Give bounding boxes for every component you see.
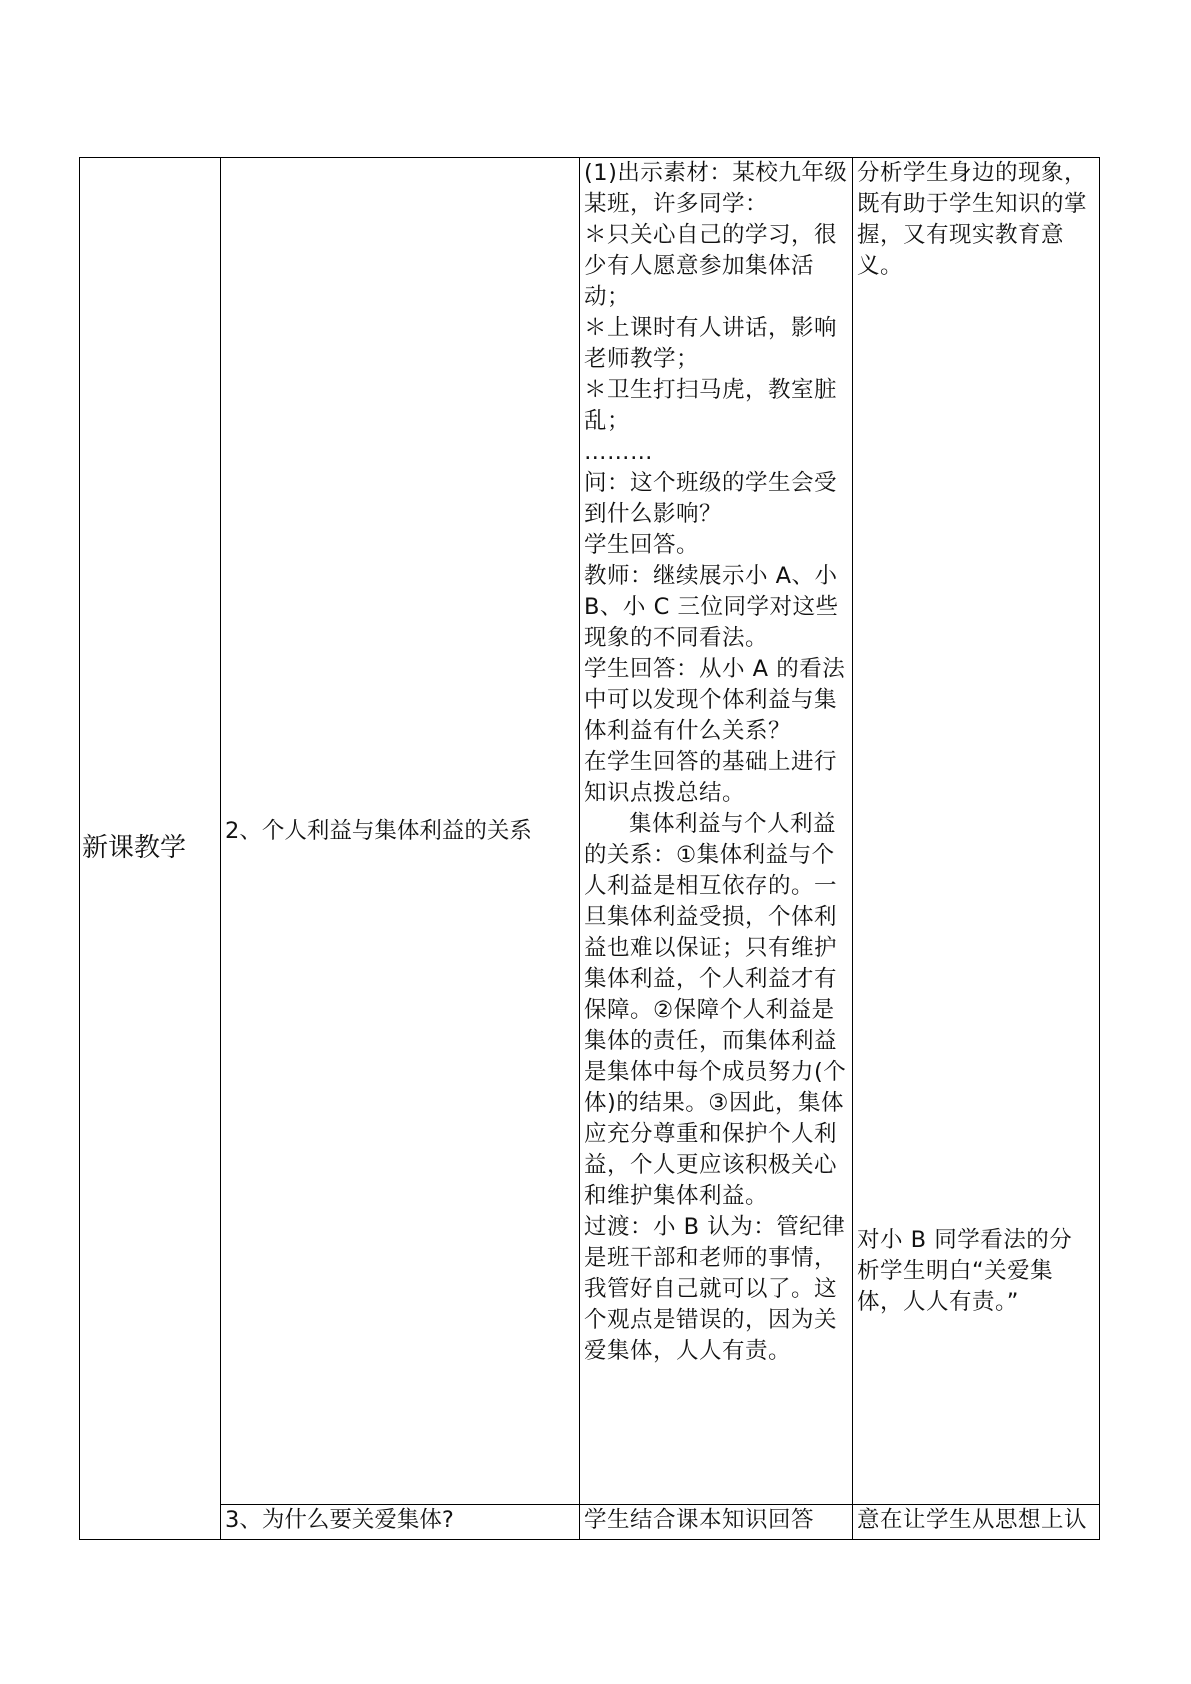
activity-line: 学生回答。 <box>584 532 700 558</box>
summary-paragraph: 集体利益与个人利益的关系：①集体利益与个人利益是相互依存的。一旦集体利益受损，个体利益也难以保证；只有维护集体利益，个人利益才有保障。②保障个人利益是集体的责任，而集体利益是集体中每个成员努力(个体)的结果。③因此，集体应充分尊重和保护个人利益，个人更应该积极关心和维护集体利益。 <box>584 811 847 1209</box>
activity-line: ……… <box>584 439 653 465</box>
table-row <box>80 1505 1100 1540</box>
activity-line: ＊上课时有人讲话，影响老师教学； <box>584 315 838 372</box>
intent-cell-inner <box>857 158 1095 1504</box>
activity-line: ＊只关心自己的学习，很少有人愿意参加集体活动； <box>584 222 838 310</box>
topic-text: 2、个人利益与集体利益的关系 <box>225 817 532 844</box>
intent-text-1: 分析学生身边的现象，既有助于学生知识的掌握，又有现实教育意义。 <box>857 160 1088 279</box>
activity-cell <box>580 158 853 1505</box>
activity-line: 问：这个班级的学生会受到什么影响？ <box>584 470 838 527</box>
intent-cell <box>853 158 1100 1505</box>
topic-cell <box>221 1505 580 1540</box>
table-row <box>80 158 1100 1505</box>
activity-cell <box>580 1505 853 1540</box>
activity-line: 学生回答：从小 A 的看法中可以发现个体利益与集体利益有什么关系？ <box>584 656 846 744</box>
activity-line: ＊卫生打扫马虎，教室脏乱； <box>584 377 838 434</box>
activity-line: 在学生回答的基础上进行知识点拨总结。 <box>584 749 838 806</box>
topic-text: 3、为什么要关爱集体? <box>225 1507 454 1533</box>
activity-line: (1)出示素材：某校九年级某班，许多同学： <box>584 160 848 217</box>
intent-block-2 <box>857 1225 1095 1318</box>
intent-cell <box>853 1505 1100 1540</box>
intent-text-2: 对小 B 同学看法的分析学生明白“关爱集体，人人有责。” <box>857 1227 1073 1315</box>
section-label-cell <box>80 158 221 1540</box>
topic-cell <box>221 158 580 1505</box>
activity-line: 教师：继续展示小 A、小 B、小 C 三位同学对这些现象的不同看法。 <box>584 563 839 651</box>
transition-text: 过渡：小 B 认为：管纪律是班干部和老师的事情，我管好自己就可以了。这个观点是错误的，因为关爱集体，人人有责。 <box>584 1214 846 1364</box>
section-label: 新课教学 <box>82 833 187 863</box>
activity-text: 学生结合课本知识回答 <box>584 1507 815 1533</box>
intent-text: 意在让学生从思想上认 <box>857 1507 1088 1533</box>
lesson-plan-table <box>79 157 1100 1540</box>
